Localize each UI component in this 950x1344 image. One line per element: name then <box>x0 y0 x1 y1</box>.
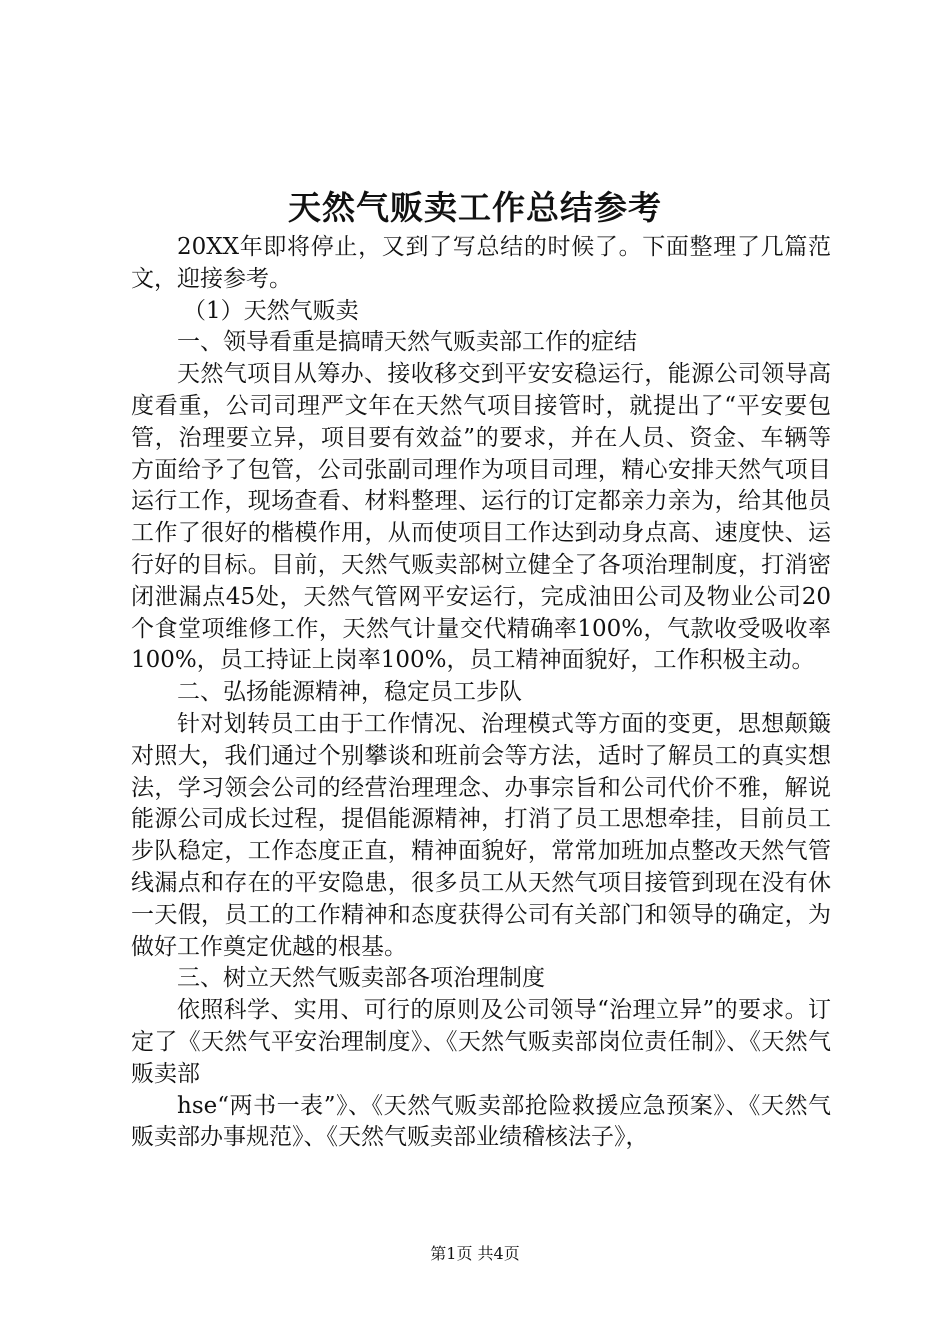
heading-two: 二、弘扬能源精神，稳定员工步队 <box>177 679 522 706</box>
section-label: （1）天然气贩卖 <box>183 297 359 324</box>
paragraph-three: 依照科学、实用、可行的原则及公司领导“治理立异”的要求。订定了《天然气平安治理制度》、《天然气贩卖部岗位责任制》、《天然气贩卖部 <box>131 997 831 1087</box>
intro-paragraph: 20XX年即将停止，又到了写总结的时候了。下面整理了几篇范文，迎接参考。 <box>131 234 831 292</box>
heading-one: 一、领导看重是搞晴天然气贩卖部工作的症结 <box>177 329 637 356</box>
document-body <box>131 232 831 1154</box>
paragraph-one: 天然气项目从筹办、接收移交到平安安稳运行，能源公司领导高度看重，公司司理严文年在天然气项目接管时，就提出了“平安要包管，治理要立异，项目要有效益”的要求，并在人员、资金、车辆等方面给予了包管，公司张副司理作为项目司理，精心安排天然气项目运行工作，现场查看、材料整理、运行的订定都亲力亲为，给其他员工作了很好的楷模作用，从而使项目工作达到动身点高、速度快、运行好的目标。目前，天然气贩卖部树立健全了各项治理制度，打消密闭泄漏点45处，天然气管网平安运行，完成油田公司及物业公司20个食堂项维修工作，天然气计量交代精确率100%，气款收受吸收率100%，员工持证上岗率100%，员工精神面貌好，工作积极主动。 <box>131 361 831 674</box>
page-footer: 第1页 共4页 <box>430 1244 520 1263</box>
paragraph-two: 针对划转员工由于工作情况、治理模式等方面的变更，思想颠簸对照大，我们通过个别攀谈和班前会等方法，适时了解员工的真实想法，学习领会公司的经营治理理念、办事宗旨和公司代价不雅，解说能源公司成长过程，提倡能源精神，打消了员工思想牵挂，目前员工步队稳定，工作态度正直，精神面貌好，常常加班加点整改天然气管线漏点和存在的平安隐患，很多员工从天然气项目接管到现在没有休一天假，员工的工作精神和态度获得公司有关部门和领导的确定，为做好工作奠定优越的根基。 <box>131 710 831 960</box>
document-title: 天然气贩卖工作总结参考 <box>288 188 662 227</box>
paragraph-four: hse“两书一表”》、《天然气贩卖部抢险救援应急预案》、《天然气贩卖部办事规范》、《天然气贩卖部业绩稽核法子》， <box>131 1092 831 1151</box>
heading-three: 三、树立天然气贩卖部各项治理制度 <box>177 965 545 992</box>
